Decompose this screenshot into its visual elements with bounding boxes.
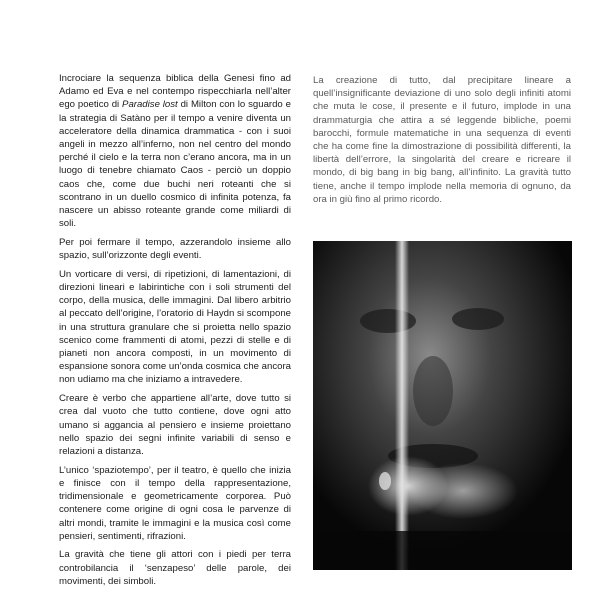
stage-photo-graphic bbox=[313, 241, 572, 570]
paragraph-3: Un vorticare di versi, di ripetizioni, di lamentazioni, di direzioni lineari e labirintiche con i soli strumenti del corpo, della musica, delle immagini. Dal libero arbitrio al peccato dell’origine, l’oratorio di Haydn si scompone in una struttura granulare che si proietta nello spazio scenico come frammenti di atomi, pezzi di stelle e di pianeti non ancora composti, in un movimento di espansione sonora come un’onda cosmica che ancora non udiamo ma che iniziamo a intravedere. bbox=[59, 268, 291, 386]
left-text-column bbox=[59, 72, 291, 594]
paragraph-2: Per poi fermare il tempo, azzerandolo insieme allo spazio, sull’orizzonte degli eventi. bbox=[59, 236, 291, 262]
right-text-column bbox=[313, 74, 571, 212]
paragraph-1-text-a: Incrociare la sequenza biblica della Genesi fino ad Adamo ed Eva e nel contempo rispecchiarla nell’alter ego poetico di bbox=[59, 73, 291, 111]
paragraph-6: La gravità che tiene gli attori con i piedi per terra controbilancia il ‘senzapeso’ delle parole, dei movimenti, dei simboli. bbox=[59, 549, 291, 587]
paragraph-5: L’unico ‘spaziotempo’, per il teatro, è quello che inizia e finisce con il tempo della rappresentazione, tridimensionale e geometricamente corporea. Può contenere come origine di ogni cosa le parvenze di altri mondi, tramite le immagini e la musica così come pensieri, sentimenti, rifrazioni. bbox=[59, 464, 291, 542]
paradise-lost-title: Paradise lost bbox=[122, 99, 178, 111]
paragraph-4: Creare è verbo che appartiene all’arte, dove tutto si crea dal vuoto che tutto contiene, dove ogni atto umano si aggancia al pensiero e insieme proiettano nello spazio dei segni infinite variabili di senso e relazioni a distanza. bbox=[59, 393, 291, 457]
paragraph-1-text-b: di Milton con lo sguardo e la strategia di Satàno per il tempo a venire diventa un acceleratore della dinamica drammatica - con i suoi angeli in mezzo all’inferno, non nel centro del mondo perché il cielo e la terra non c’erano ancora, ma in un luogo di tenebre chiamato Caos - perciò un doppio caos che, come due buchi neri roteanti che si scontrano in un duello cosmico di infinita potenza, fa nascere un abisso roteante grande come miliardi di soli. bbox=[59, 99, 291, 230]
right-paragraph-1: La creazione di tutto, dal precipitare lineare a quell’insignificante deviazione di uno solo degli infiniti atomi che muta le cose, il presente e il futuro, implode in una drammaturgia che attira a sé leggende bibliche, poemi barocchi, formule matematiche in una sequenza di eventi che ha come fine la dimostrazione di possibilità differenti, la libertà dell’errore, la singolarità del creare e ricreare il mondo, di big bang in big bang, all’infinito. La gravità tutto tiene, anche il tempo implode nella memoria di ognuno, da ora in giù fino al primo ricordo. bbox=[313, 75, 571, 205]
paragraph-1 bbox=[59, 72, 291, 230]
stage-photo bbox=[313, 241, 572, 570]
